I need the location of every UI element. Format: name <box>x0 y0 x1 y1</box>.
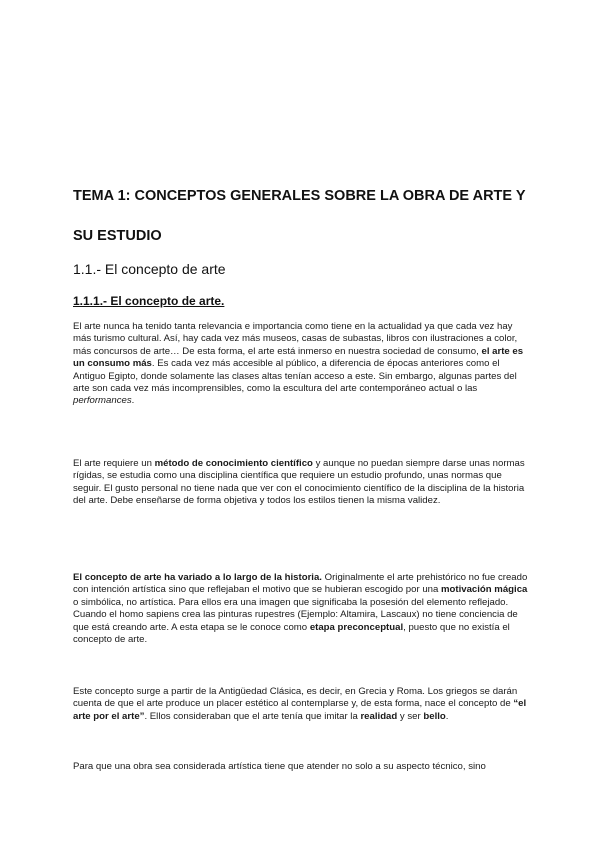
paragraph-obra: Para que una obra sea considerada artística tiene que atender no solo a su aspecto técnico, sino <box>73 761 486 772</box>
emphasis-text: método de conocimiento científico <box>154 458 313 469</box>
emphasis-text: etapa preconceptual <box>309 621 404 633</box>
paragraph-text: . <box>445 710 449 722</box>
paragraph-text: El arte nunca ha tenido tanta relevancia e importancia como tiene en la actualidad ya que cada vez hay más turismo cultural. Así, hay cada vez más museos, casas de subastas, libros con ilustraciones a color, más concursos de arte… De esta forma, el arte está inmerso en nuestra sociedad de consumo, <box>73 321 518 357</box>
paragraph-historia <box>73 572 528 646</box>
paragraph-text: . <box>131 395 135 407</box>
emphasis-text: realidad <box>360 710 398 722</box>
emphasis-text: el arte es un consumo más <box>73 345 524 370</box>
page-title: TEMA 1: CONCEPTOS GENERALES SOBRE LA OBRA DE ARTE Y SU ESTUDIO <box>73 188 526 244</box>
paragraph-consumo <box>73 321 528 408</box>
paragraph-text: Originalmente el arte prehistórico no fue creado con intención artística sino que reflejaban el motivo que se hubieran escogido por una <box>73 572 528 596</box>
section-heading: 1.1.- El concepto de arte <box>73 261 226 277</box>
emphasis-text: El concepto de arte ha variado a lo largo de la historia. <box>73 572 322 583</box>
subsection-heading: 1.1.1.- El concepto de arte. <box>73 294 225 308</box>
paragraph-text: El arte requiere un <box>73 458 155 469</box>
italic-text: performances <box>73 395 132 407</box>
paragraph-text: o simbólica, no artística. Para ellos era una imagen que significaba la posesión del elemento reflejado. Cuando el homo sapiens crea las pinturas rupestres (Ejemplo: Altamira, Lascaux) no tiene conciencia de que está creando arte. A esta etapa se le conoce como <box>73 596 518 633</box>
paragraph-text: , puesto que no existía el concepto de arte. <box>73 621 510 646</box>
paragraph-antiguedad <box>73 686 528 723</box>
paragraph-text: y aunque no puedan siempre darse unas normas rígidas, se estudia como una disciplina científica que requiere un estudio profundo, unas normas que seguir. El gusto personal no tiene nada que ver con el conocimiento científico de la disciplina de la historia del arte. Debe enseñarse de forma objetiva y todos los estilos tienen la misma validez. <box>73 458 525 507</box>
paragraph-text: y ser <box>397 710 424 722</box>
emphasis-text: bello <box>423 710 446 722</box>
paragraph-text: . Es cada vez más accesible al público, a diferencia de épocas anteriores como el Antiguo Egipto, donde solamente las clases altas tenían acceso a este. Sin embargo, algunas partes del arte son cada vez más incomprensibles, como la escultura del arte contemporáneo actual o las <box>73 358 517 395</box>
paragraph-text: Este concepto surge a partir de la Antigüedad Clásica, es decir, en Grecia y Roma. Los griegos se darán cuenta de que el arte produce un placer estético al contemplarse y, de esta forma, nace el concepto de <box>73 686 518 710</box>
paragraph-text: . Ellos consideraban que el arte tenía que imitar la <box>144 710 361 722</box>
paragraph-metodo <box>73 458 528 508</box>
emphasis-text: motivación mágica <box>441 584 528 596</box>
emphasis-text: “el arte por el arte” <box>73 698 527 722</box>
